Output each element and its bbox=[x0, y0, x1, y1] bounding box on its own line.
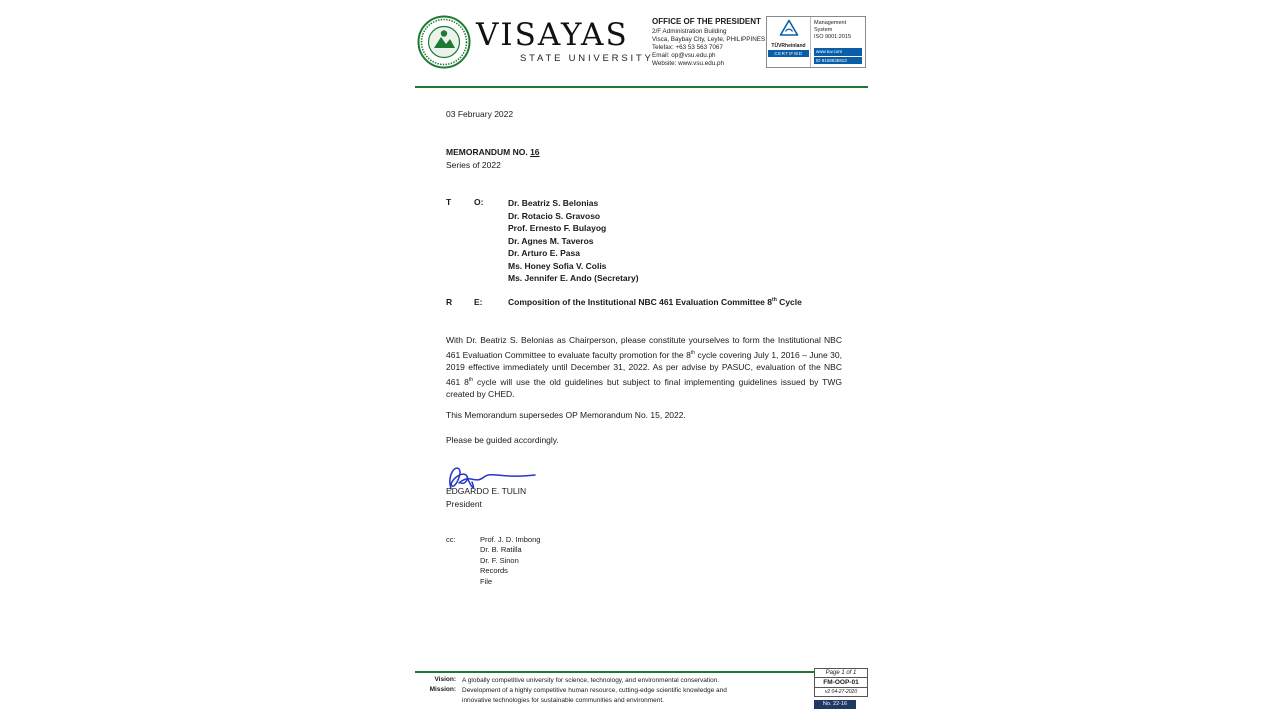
tuv-info-panel bbox=[811, 17, 865, 67]
signer-title: President bbox=[446, 499, 482, 509]
tuv-brand-text: TÜVRheinland bbox=[771, 43, 806, 49]
cert-website: www.tuv.com bbox=[814, 48, 862, 56]
memo-number-label: MEMORANDUM NO. bbox=[446, 147, 531, 157]
tuv-certification-badge bbox=[766, 16, 866, 68]
memo-supersedes-line: This Memorandum supersedes OP Memorandum No. 15, 2022. bbox=[446, 410, 686, 420]
university-wordmark: VISAYAS bbox=[476, 17, 629, 53]
subject-text-tail: Cycle bbox=[776, 297, 802, 307]
cert-system-label: Management System bbox=[814, 20, 847, 33]
body-text: With Dr. Beatriz S. Belonias as Chairperson, please constitute yourselves to form the Institutional NBC 461 Evaluation Committee to evaluate faculty promotion for the 8 bbox=[446, 335, 842, 360]
office-address-line: Visca, Baybay City, Leyte, PHILIPPINES bbox=[652, 36, 766, 44]
form-control-box bbox=[814, 668, 868, 697]
office-title: OFFICE OF THE PRESIDENT bbox=[652, 17, 761, 26]
office-address-line: Email: op@vsu.edu.ph bbox=[652, 52, 716, 60]
vsu-seal-logo bbox=[417, 15, 471, 74]
memo-body-paragraph bbox=[446, 334, 842, 401]
document-number-badge: No. 22-16 bbox=[814, 700, 856, 709]
mission-label: Mission: bbox=[429, 686, 456, 693]
re-label-e: E: bbox=[474, 297, 483, 307]
memo-subject bbox=[508, 297, 848, 307]
cc-label: cc: bbox=[446, 535, 456, 544]
recipient-line: Dr. Rotacio S. Gravoso bbox=[508, 210, 601, 221]
recipient-line: Prof. Ernesto F. Bulayog bbox=[508, 223, 607, 233]
body-superscript: th bbox=[468, 376, 474, 383]
header-divider bbox=[415, 86, 868, 88]
memo-guidance-line: Please be guided accordingly. bbox=[446, 435, 559, 445]
cc-line: Dr. B. Ratilla bbox=[480, 545, 522, 555]
body-superscript: th bbox=[690, 349, 696, 356]
tuv-triangle-icon bbox=[779, 19, 799, 42]
cc-line: Prof. J. D. Imbong bbox=[480, 535, 541, 544]
body-text: cycle will use the old guidelines but subject to final implementing guidelines issued by TWG created by CHED. bbox=[446, 376, 842, 400]
footer-divider bbox=[415, 671, 868, 673]
cc-line: File bbox=[480, 576, 493, 586]
university-wordmark-subtitle: STATE UNIVERSITY bbox=[520, 53, 654, 64]
tuv-certified-bar: CERTIFIED bbox=[768, 50, 809, 57]
memo-number-line bbox=[446, 147, 540, 157]
vision-label: Vision: bbox=[434, 676, 456, 683]
page-info: Page 1 of 1 bbox=[815, 669, 867, 678]
cc-line: Records bbox=[480, 566, 508, 576]
signer-name: EDGARDO E. TULIN bbox=[446, 486, 527, 496]
office-address-block bbox=[652, 17, 770, 68]
re-label-r: R bbox=[446, 297, 453, 307]
recipient-line: Dr. Agnes M. Taveros bbox=[508, 235, 594, 246]
form-code: FM-OOP-01 bbox=[815, 678, 867, 688]
body-text: cycle covering July 1, 2016 – June 30, 2019 effective immediately until December 31, 2022. As per advise by PASUC, evaluation of the NBC 461 8 bbox=[446, 349, 842, 387]
office-address-line: Website: www.vsu.edu.ph bbox=[652, 60, 724, 68]
mission-text: Development of a highly competitive human resource, cutting-edge scientific knowledge and innovative technologies for sustainable communities and environment. bbox=[462, 687, 727, 704]
recipient-line: Dr. Beatriz S. Belonias bbox=[508, 198, 599, 208]
cc-list bbox=[480, 535, 540, 587]
office-address-line: 2/F Administration Building bbox=[652, 28, 727, 35]
office-address-line: Telefax: +63 53 563 7067 bbox=[652, 44, 723, 52]
tuv-logo-panel bbox=[767, 17, 811, 67]
cert-standard: ISO 9001:2015 bbox=[814, 34, 852, 40]
to-label-t: T bbox=[446, 197, 452, 207]
cert-id: ID 9108635913 bbox=[814, 57, 862, 65]
memo-date: 03 February 2022 bbox=[446, 109, 514, 119]
recipient-list bbox=[508, 197, 639, 285]
to-label-o: O: bbox=[474, 197, 484, 207]
recipient-line: Dr. Arturo E. Pasa bbox=[508, 248, 580, 258]
subject-text: Composition of the Institutional NBC 461 Evaluation Committee 8 bbox=[508, 297, 772, 307]
form-version: v2 04-27-2020 bbox=[824, 689, 858, 695]
memo-number: 16 bbox=[530, 147, 540, 157]
vision-text: A globally competitive university for science, technology, and environmental conservation. bbox=[462, 677, 720, 684]
cc-line: Dr. F. Sinon bbox=[480, 555, 519, 565]
memo-series: Series of 2022 bbox=[446, 160, 501, 170]
subject-superscript: th bbox=[772, 297, 777, 304]
recipient-line: Ms. Honey Sofia V. Colis bbox=[508, 260, 607, 271]
recipient-line: Ms. Jennifer E. Ando (Secretary) bbox=[508, 273, 639, 283]
